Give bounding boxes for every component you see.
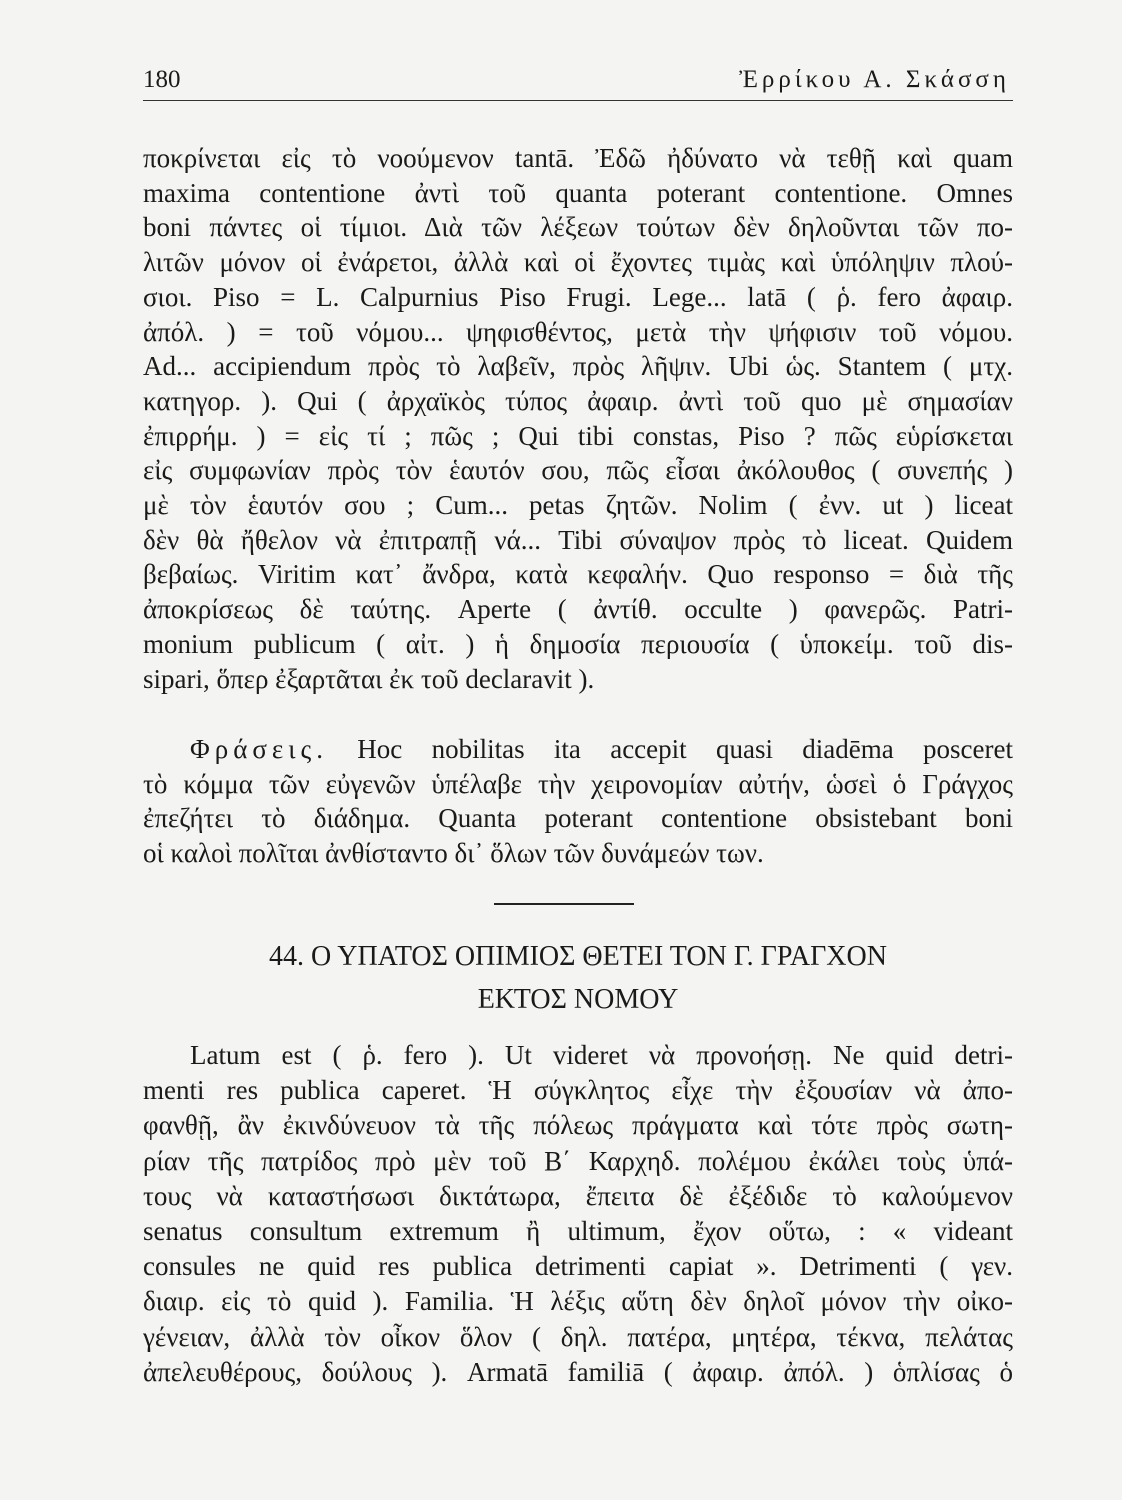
phrases-label: Φράσεις. [190, 734, 328, 764]
text-line: menti res publica caperet. Ἡ σύγκλητος εἶχε τὴν ἐξουσίαν νὰ ἀπο- [143, 1075, 1013, 1106]
section-title-line-2: ΕΚΤΟΣ ΝΟΜΟΥ [477, 984, 679, 1015]
header-rule [143, 100, 1013, 101]
text-line: senatus consultum extremum ἢ ultimum, ἔχον οὕτω, : « videant [143, 1216, 1013, 1246]
text-line: διαιρ. εἰς τὸ quid ). Familia. Ἡ λέξις αὕτη δὲν δηλοῖ μόνον τὴν οἰκο- [143, 1286, 1013, 1317]
running-head: Ἐρρίκου Α. Σκάσση [739, 66, 1010, 93]
text-line: ἐπιρρήμ. ) = εἰς τί ; πῶς ; Qui tibi constas, Piso ? πῶς εὑρίσκεται [143, 420, 1013, 451]
section-separator [494, 903, 634, 905]
text-line: ἀποκρίσεως δὲ ταύτης. Aperte ( ἀντίθ. occulte ) φανερῶς. Patri- [143, 594, 1013, 625]
text-line: Latum est ( ῥ. fero ). Ut videret νὰ προνοήσῃ. Ne quid detri- [190, 1040, 1013, 1070]
text-line: ἐπεζήτει τὸ διάδημα. Quanta poterant contentione obsistebant boni [143, 803, 1013, 833]
text-line: σιοι. Piso = L. Calpurnius Piso Frugi. Lege... latā ( ῥ. fero ἀφαιρ. [143, 281, 1013, 312]
text-line [190, 732, 1013, 766]
text-line: sipari, ὅπερ ἐξαρτᾶται ἐκ τοῦ declaravit ). [143, 663, 595, 694]
text-line: ἀπελευθέρους, δούλους ). Armatā familiā ( ἀφαιρ. ἀπόλ. ) ὁπλίσας ὁ [143, 1356, 1013, 1387]
text-line: οἱ καλοὶ πολῖται ἀνθίσταντο δι᾽ ὅλων τῶν δυνάμεών των. [143, 837, 764, 868]
text-line: φανθῇ, ἂν ἐκινδύνευον τὰ τῆς πόλεως πράγματα καὶ τότε πρὸς σωτη- [143, 1110, 1013, 1141]
text-line: τους νὰ καταστήσωσι δικτάτωρα, ἔπειτα δὲ ἐξέδιδε τὸ καλούμενον [143, 1180, 1013, 1211]
text-line: consules ne quid res publica detrimenti capiat ». Detrimenti ( γεν. [143, 1251, 1013, 1282]
text-line: βεβαίως. Viritim κατ᾽ ἄνδρα, κατὰ κεφαλήν. Quo responso = διὰ τῆς [143, 559, 1013, 590]
text-line: εἰς συμφωνίαν πρὸς τὸν ἑαυτόν σου, πῶς εἶσαι ἀκόλουθος ( συνεπής ) [143, 455, 1013, 486]
text-line: ρίαν τῆς πατρίδος πρὸ μὲν τοῦ Β΄ Καρχηδ. πολέμου ἐκάλει τοὺς ὑπά- [143, 1145, 1013, 1176]
text-line: τὸ κόμμα τῶν εὐγενῶν ὑπέλαβε τὴν χειρονομίαν αὐτήν, ὡσεὶ ὁ Γράγχος [143, 768, 1013, 799]
text-line: Ad... accipiendum πρὸς τὸ λαβεῖν, πρὸς λῆψιν. Ubi ὡς. Stantem ( μτχ. [143, 351, 1013, 382]
text-line: δὲν θὰ ἤθελον νὰ ἐπιτραπῇ νά... Tibi σύναψον πρὸς τὸ liceat. Quidem [143, 524, 1013, 555]
text-line: monium publicum ( αἰτ. ) ἡ δημοσία περιουσία ( ὑποκείμ. τοῦ dis- [143, 628, 1013, 659]
text-line: boni πάντες οἱ τίμιοι. Διὰ τῶν λέξεων τούτων δὲν δηλοῦνται τῶν πο- [143, 212, 1013, 243]
text-line: ἀπόλ. ) = τοῦ νόμου... ψηφισθέντος, μετὰ τὴν ψήφισιν τοῦ νόμου. [143, 316, 1013, 347]
text-line: κατηγορ. ). Qui ( ἀρχαϊκὸς τύπος ἀφαιρ. ἀντὶ τοῦ quo μὲ σημασίαν [143, 385, 1013, 416]
text-line: λιτῶν μόνον οἱ ἐνάρετοι, ἀλλὰ καὶ οἱ ἔχοντες τιμὰς καὶ ὑπόληψιν πλού- [143, 247, 1013, 278]
text-line: ποκρίνεται εἰς τὸ νοούμενον tantā. Ἐδῶ ἠδύνατο νὰ τεθῇ καὶ quam [143, 143, 1013, 173]
section-title-line-1: 44. Ο ΥΠΑΤΟΣ ΟΠΙΜΙΟΣ ΘΕΤΕΙ ΤΟΝ Γ. ΓΡΑΓΧΟΝ [269, 941, 887, 972]
text-line: maxima contentione ἀντὶ τοῦ quanta poterant contentione. Omnes [143, 177, 1013, 208]
text-line: γένειαν, ἀλλὰ τὸν οἶκον ὅλον ( δηλ. πατέρα, μητέρα, τέκνα, πελάτας [143, 1321, 1013, 1352]
text-span: Hoc nobilitas ita accepit quasi diadēma posceret [357, 734, 1014, 764]
page-number: 180 [143, 66, 181, 93]
text-line: μὲ τὸν ἑαυτόν σου ; Cum... petas ζητῶν. Nolim ( ἐνν. ut ) liceat [143, 490, 1013, 520]
